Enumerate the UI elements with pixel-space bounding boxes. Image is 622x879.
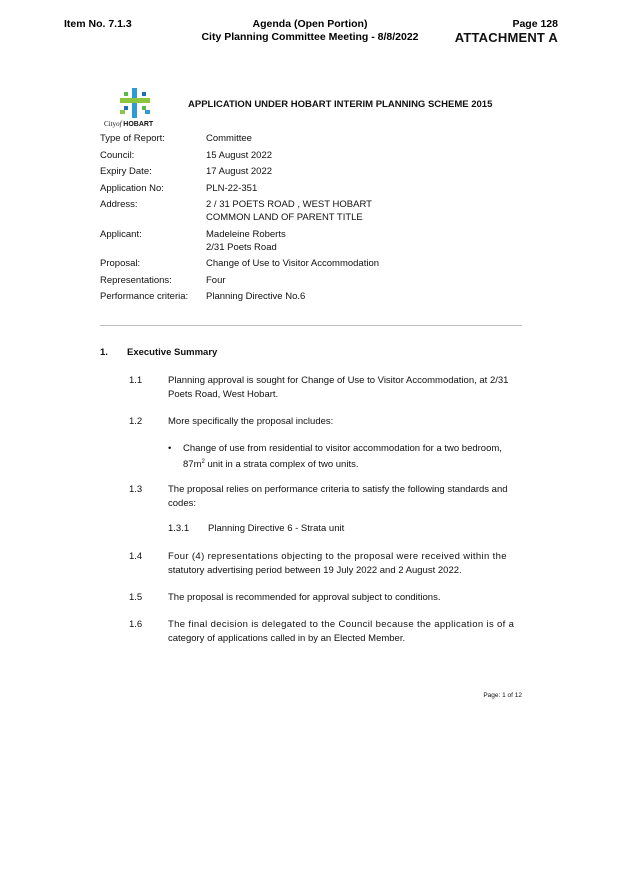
detail-row-application <box>100 182 379 195</box>
item-number: Item No. 7.1.3 <box>64 18 132 30</box>
detail-value: 2/31 Poets Road <box>206 241 277 253</box>
detail-label: Type of Report: <box>100 133 165 144</box>
logo-caption <box>104 120 160 128</box>
section-divider <box>100 325 522 326</box>
detail-value: Four <box>206 274 226 286</box>
item-number: 1.3 <box>129 484 143 495</box>
item-number: 1.5 <box>129 592 143 603</box>
detail-label: Expiry Date: <box>100 166 152 177</box>
item-number: 1.6 <box>129 619 143 630</box>
detail-label: Proposal: <box>100 258 141 269</box>
detail-row-address <box>100 198 379 224</box>
bullet-icon: • <box>168 443 172 454</box>
detail-value: 17 August 2022 <box>206 166 273 177</box>
detail-label: Application No: <box>100 182 164 194</box>
logo-of: of <box>116 120 122 128</box>
item-text: The proposal is recommended for approval subject to conditions. <box>168 592 441 603</box>
area-superscript: 2 <box>201 458 205 465</box>
detail-row-expiry <box>100 165 379 178</box>
detail-row-applicant <box>100 228 379 254</box>
meeting-name: City Planning Committee Meeting - 8/8/2022 <box>201 31 419 43</box>
subitem-number: 1.3.1 <box>168 523 190 534</box>
detail-value: Planning Directive No.6 <box>206 291 306 302</box>
item-text: Four (4) representations objecting to the proposal were received within the <box>168 551 507 562</box>
detail-value: PLN-22-351 <box>206 182 258 194</box>
detail-label: Performance criteria: <box>100 291 189 302</box>
detail-value: Change of Use to Visitor Accommodation <box>206 258 380 269</box>
detail-value: COMMON LAND OF PARENT TITLE <box>206 212 363 223</box>
item-number: 1.2 <box>129 416 143 427</box>
detail-row-council <box>100 149 379 162</box>
summary-subitem-1-3-1 <box>168 523 344 534</box>
item-number: 1.1 <box>129 375 143 386</box>
detail-value: 15 August 2022 <box>206 149 273 161</box>
detail-value: 2 / 31 POETS ROAD , WEST HOBART <box>206 199 372 210</box>
item-text: category of applications called in by an Elected Member. <box>168 632 406 644</box>
item-text: Planning approval is sought for Change of Use to Visitor Accommodation, at 2/31 <box>168 375 509 386</box>
detail-row-performance <box>100 290 379 303</box>
detail-row-proposal <box>100 257 379 270</box>
section-heading <box>100 347 217 358</box>
logo-city: City <box>104 120 117 128</box>
hobart-crest-icon <box>116 88 154 118</box>
page-footer: Page: 1 of 12 <box>483 692 522 699</box>
item-text: Poets Road, West Hobart. <box>168 388 279 400</box>
bullet-text: Change of use from residential to visitor accommodation for a two bedroom, <box>183 443 502 454</box>
city-of-hobart-logo <box>104 88 160 128</box>
agenda-heading <box>180 18 440 44</box>
bullet-text-rest: unit in a strata complex of two units. <box>204 458 359 470</box>
agenda-portion: Agenda (Open Portion) <box>252 18 368 30</box>
area-value: 87m <box>183 458 202 470</box>
item-text: codes: <box>168 497 196 509</box>
detail-label: Representations: <box>100 274 172 286</box>
report-title: APPLICATION UNDER HOBART INTERIM PLANNING SCHEME 2015 <box>188 99 493 110</box>
detail-value: Madeleine Roberts <box>206 228 286 240</box>
bullet-text-line2 <box>183 456 521 472</box>
page-number: Page 128 <box>512 18 558 30</box>
item-text: The final decision is delegated to the Council because the application is of a <box>168 619 515 630</box>
detail-row-type <box>100 132 379 145</box>
subitem-text: Planning Directive 6 - Strata unit <box>208 523 345 534</box>
item-text: statutory advertising period between 19 July 2022 and 2 August 2022. <box>168 564 462 576</box>
detail-label: Applicant: <box>100 228 142 240</box>
detail-row-representations <box>100 274 379 287</box>
attachment-label: ATTACHMENT A <box>454 30 558 45</box>
detail-label: Council: <box>100 149 135 161</box>
section-title: Executive Summary <box>127 347 218 358</box>
detail-label: Address: <box>100 199 138 210</box>
detail-value: Committee <box>206 133 252 144</box>
item-text: More specifically the proposal includes: <box>168 416 334 427</box>
logo-hobart: HOBART <box>123 121 154 128</box>
item-number: 1.4 <box>129 551 143 562</box>
item-text: The proposal relies on performance criteria to satisfy the following standards and <box>168 484 508 495</box>
section-number: 1. <box>100 347 108 358</box>
details-table <box>100 132 379 307</box>
